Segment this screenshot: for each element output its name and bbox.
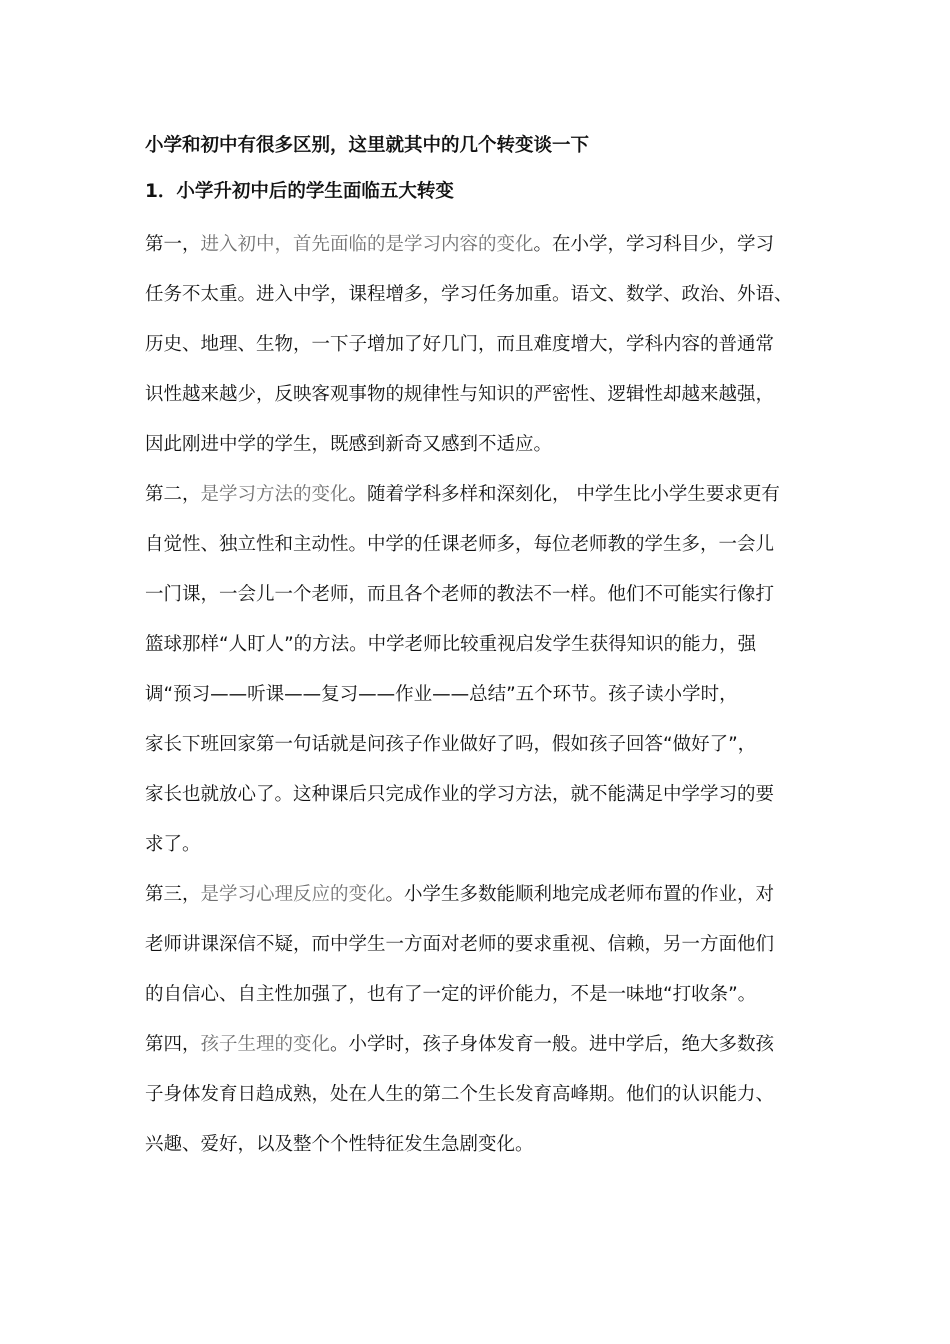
paragraph-line: 的自信心、自主性加强了，也有了一定的评价能力，不是一味地“打收条”。 — [145, 984, 757, 1005]
paragraph-line: 子身体发育日趋成熟，处在人生的第二个生长发育高峰期。他们的认识能力、 — [145, 1084, 775, 1105]
paragraph-line: 任务不太重。进入中学，课程增多，学习任务加重。语文、数学、政治、外语、 — [145, 284, 793, 305]
paragraph-line: 家长也就放心了。这种课后只完成作业的学习方法，就不能满足中学学习的要 — [145, 784, 775, 805]
document-title: 小学和初中有很多区别，这里就其中的几个转变谈一下 — [145, 135, 590, 156]
paragraph-3 — [145, 870, 805, 1020]
paragraph-1 — [145, 220, 805, 470]
paragraph-highlight: 孩子生理的变化 — [200, 1034, 331, 1055]
paragraph-highlight: 是学习心理反应的变化 — [200, 884, 386, 905]
paragraph-line — [145, 220, 805, 270]
paragraph-line: 因此刚进中学的学生，既感到新奇又感到不适应。 — [145, 434, 553, 455]
paragraph-text: 。在小学，学习科目少，学习 — [533, 234, 775, 255]
paragraph-text: 。小学生多数能顺利地完成老师布置的作业，对 — [385, 884, 775, 905]
paragraph-highlight: 进入初中，首先面临的是学习内容的变化 — [200, 234, 534, 255]
paragraph-line: 家长下班回家第一句话就是问孩子作业做好了吗，假如孩子回答“做好了”， — [145, 734, 757, 755]
paragraph-4 — [145, 1020, 805, 1170]
paragraph-highlight: 是学习方法的变化 — [200, 484, 349, 505]
paragraph-line: 调“预习——听课——复习——作业——总结”五个环节。孩子读小学时， — [145, 684, 738, 705]
document-content — [145, 133, 805, 1170]
paragraph-lead: 第一， — [145, 234, 201, 255]
paragraph-lead: 第三， — [145, 884, 201, 905]
paragraph-line: 历史、地理、生物，一下子增加了好几门，而且难度增大，学科内容的普通常 — [145, 334, 775, 355]
paragraph-line — [145, 470, 805, 520]
paragraph-text: 。随着学科多样和深刻化， 中学生比小学生要求更有 — [348, 484, 780, 505]
paragraph-line: 篮球那样“人盯人”的方法。中学老师比较重视启发学生获得知识的能力，强 — [145, 634, 757, 655]
section-heading: 1．小学升初中后的学生面临五大转变 — [145, 181, 454, 202]
paragraph-line: 兴趣、爱好，以及整个个性特征发生急剧变化。 — [145, 1134, 534, 1155]
paragraph-line: 自觉性、独立性和主动性。中学的任课老师多，每位老师教的学生多，一会儿 — [145, 534, 775, 555]
paragraph-line: 老师讲课深信不疑，而中学生一方面对老师的要求重视、信赖，另一方面他们 — [145, 934, 775, 955]
paragraph-line: 求了。 — [145, 834, 201, 855]
paragraph-line — [145, 1020, 805, 1070]
paragraph-line — [145, 870, 805, 920]
paragraph-lead: 第二， — [145, 484, 201, 505]
paragraph-2 — [145, 470, 805, 870]
paragraph-text: 。小学时，孩子身体发育一般。进中学后，绝大多数孩 — [330, 1034, 775, 1055]
paragraph-line: 识性越来越少，反映客观事物的规律性与知识的严密性、逻辑性却越来越强， — [145, 384, 775, 405]
paragraph-line: 一门课，一会儿一个老师，而且各个老师的教法不一样。他们不可能实行像打 — [145, 584, 775, 605]
paragraph-lead: 第四， — [145, 1034, 201, 1055]
